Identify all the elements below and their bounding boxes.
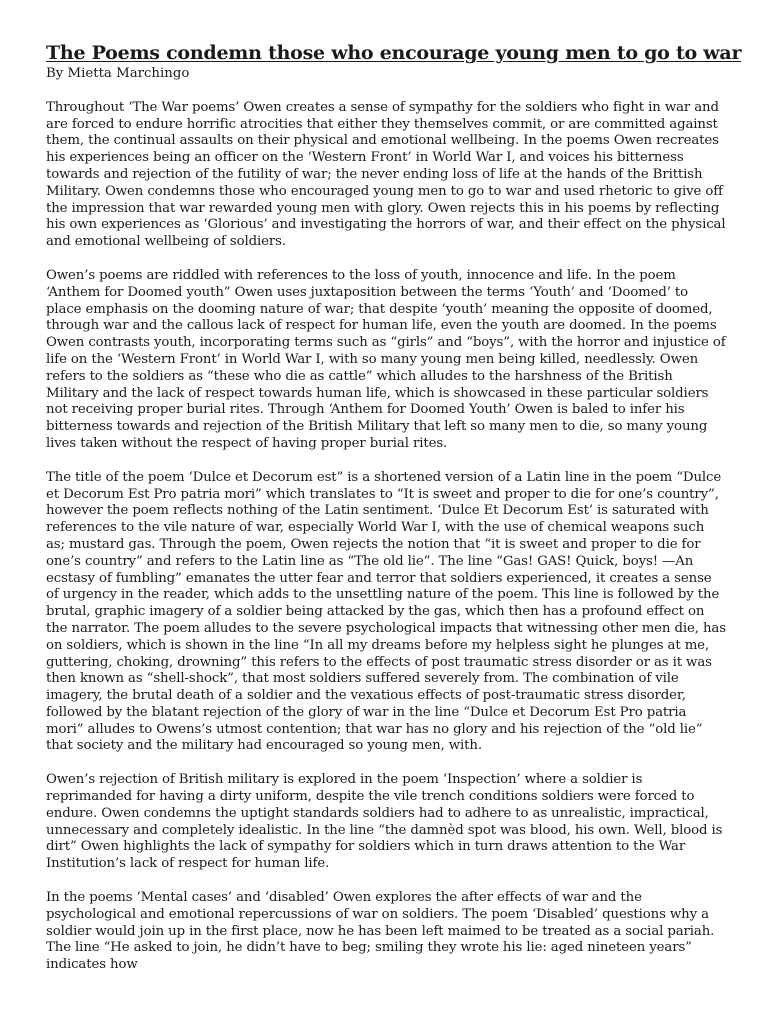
paragraph-dulce: The title of the poem ‘Dulce et Decorum est” is a shortened version of a Latin line in the poem “Dulce et Decorum Est Pro patria mori” which translates to “It is sweet and proper to die for one’s country”, however the poem reflects nothing of the Latin sentiment. ‘Dulce Et Decorum Est’ is saturated with references to the vile nature of war, especially World War I, with the use of chemical weapons such as; mustard gas. Through the poem, Owen rejects the notion that “it is sweet and proper to die for one’s country” and refers to the Latin line as “The old lie”. The line “Gas! GAS! Quick, boys! —An ecstasy of fumbling” emanates the utter fear and terror that soldiers experienced, it creates a sense of urgency in the reader, which adds to the unsettling nature of the poem. This line is followed by the brutal, graphic imagery of a soldier being attacked by the gas, which then has a profound effect on the narrator. The poem alludes to the severe psychological impacts that witnessing other men die, has on soldiers, which is shown in the line “In all my dreams before my helpless sight he plunges at me, guttering, choking, drowning” this refers to the effects of post traumatic stress disorder or as it was then known as “shell-shock”, that most soldiers suffered severely from. The combination of vile imagery, the brutal death of a soldier and the vexatious effects of post-traumatic stress disorder, followed by the blatant rejection of the glory of war in the line “Dulce et Decorum Est Pro patria mori” alludes to Owens’s utmost contention; that war has no glory and his rejection of the “old lie” that society and the military had encouraged so young men, with. xyxy=(46,469,726,754)
paragraph-anthem: Owen’s poems are riddled with references to the loss of youth, innocence and life. In the poem ‘Anthem for Doomed youth” Owen uses juxtaposition between the terms ‘Youth’ and ‘Doomed’ to place emphasis on the dooming nature of war; that despite ‘youth’ meaning the opposite of doomed, through war and the callous lack of respect for human life, even the youth are doomed. In the poems Owen contrasts youth, incorporating terms such as “girls” and “boys”, with the horror and injustice of life on the ‘Western Front’ in World War I, with so many young men being killed, needlessly. Owen refers to the soldiers as “these who die as cattle” which alludes to the harshness of the British Military and the lack of respect towards human life, which is showcased in these particular soldiers not receiving proper burial rites. Through ‘Anthem for Doomed Youth’ Owen is baled to infer his bitterness towards and rejection of the British Military that left so many men to die, so many young lives taken without the respect of having proper burial rites. xyxy=(46,267,726,451)
paragraph-inspection: Owen’s rejection of British military is explored in the poem ‘Inspection’ where a soldier is reprimanded for having a dirty uniform, despite the vile trench conditions soldiers were forced to endure. Owen condemns the uptight standards soldiers had to adhere to as unrealistic, impractical, unnecessary and completely idealistic. In the line “the damnèd spot was blood, his own. Well, blood is dirt” Owen highlights the lack of sympathy for soldiers which in turn draws attention to the War Institution’s lack of respect for human life. xyxy=(46,772,723,872)
paragraph-intro: Throughout ‘The War poems’ Owen creates a sense of sympathy for the soldiers who fight in war and are forced to endure horrific atrocities that either they themselves commit, or are committed against them, the continual assaults on their physical and emotional wellbeing. In the poems Owen recreates his experiences being an officer on the ‘Western Front’ in World War I, and voices his bitterness towards and rejection of the futility of war; the never ending loss of life at the hands of the Brittish Military. Owen condemns those who encouraged young men to go to war and used rhetoric to give off the impression that war rewarded young men with glory. Owen rejects this in his poems by reflecting his own experiences as ‘Glorious’ and investigating the horrors of war, and their effect on the physical and emotional wellbeing of soldiers. xyxy=(46,99,726,250)
page-title: The Poems condemn those who encourage young men to go to war xyxy=(46,42,742,64)
author-byline: By Mietta Marchingo xyxy=(46,66,190,81)
document-page xyxy=(46,40,742,991)
paragraph-disabled: In the poems ‘Mental cases’ and ‘disabled’ Owen explores the after effects of war and the psychological and emotional repercussions of war on soldiers. The poem ‘Disabled’ questions why a soldier would join up in the first place, now he has been left maimed to be treated as a social pariah. The line “He asked to join, he didn’t have to beg; smiling they wrote his lie: aged nineteen years” indicates how xyxy=(46,890,715,973)
